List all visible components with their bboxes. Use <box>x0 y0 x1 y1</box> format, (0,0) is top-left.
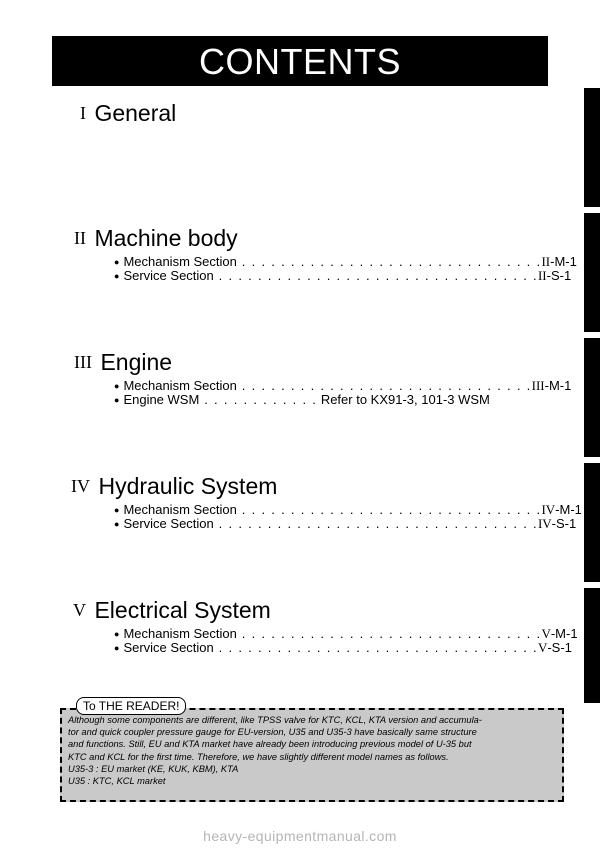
bullet-icon: ● <box>114 271 120 281</box>
reader-note-label: To THE READER! <box>76 697 186 715</box>
section-electrical-system <box>60 597 578 655</box>
bullet-icon: ● <box>114 381 120 391</box>
entry-label: Mechanism Section <box>123 502 237 517</box>
toc-entry-mechanism[interactable] <box>114 378 572 393</box>
dot-leader: . . . . . . . . . . . . <box>199 392 318 407</box>
dot-leader: . . . . . . . . . . . . . . . . . . . . . . . . . . . . . . . <box>236 626 542 641</box>
entry-ref-roman: IV <box>541 502 556 517</box>
section-tab-1[interactable] <box>584 88 600 207</box>
section-numeral: V <box>73 600 86 620</box>
entry-label: Service Section <box>123 640 214 655</box>
section-machine-body <box>60 225 577 283</box>
reader-note-line: Although some components are different, like TPSS valve for KTC, KCL, KTA version and accumula- <box>68 715 482 725</box>
bullet-icon: ● <box>114 505 120 515</box>
reader-note-line: tor and quick coupler pressure gauge for EU-version, U35 and U35-3 have basically same structure <box>68 727 477 738</box>
entry-ref-roman: V <box>541 626 551 641</box>
entry-ref-roman: IV <box>537 516 552 531</box>
section-general <box>60 100 540 130</box>
reader-note-line: and functions. Still, EU and KTA market have already been introducing previous model of U-35 but <box>68 739 472 750</box>
section-tab-4[interactable] <box>584 463 600 582</box>
entry-ref-roman: V <box>537 640 548 655</box>
reader-note-text <box>68 714 558 787</box>
section-numeral: II <box>74 228 86 248</box>
entry-ref-page: -M-1 <box>550 254 577 269</box>
market-line: U35 : KTC, KCL market <box>68 776 166 787</box>
section-title[interactable]: Engine <box>100 349 173 375</box>
section-tab-3[interactable] <box>584 338 600 457</box>
entry-label: Service Section <box>123 268 214 283</box>
section-numeral: IV <box>71 476 90 496</box>
section-title[interactable]: Hydraulic System <box>98 473 278 499</box>
section-numeral: I <box>80 103 86 123</box>
bullet-icon: ● <box>114 395 120 405</box>
section-title[interactable]: Machine body <box>94 225 238 251</box>
section-engine <box>60 349 572 407</box>
toc-entry-mechanism[interactable] <box>114 254 577 269</box>
bullet-icon: ● <box>114 257 120 267</box>
toc-entry-service[interactable] <box>114 640 572 655</box>
reader-note-line: KTC and KCL for the first time. Therefore, we have slightly different model names as follows. <box>68 751 449 762</box>
entry-ref-roman: II <box>537 268 547 283</box>
toc-entry-service[interactable] <box>114 268 572 283</box>
section-numeral: III <box>74 352 92 372</box>
market-line: U35-3 : EU market (KE, KUK, KBM), KTA <box>68 763 239 774</box>
entry-ref-page: -M-1 <box>544 378 572 393</box>
dot-leader: . . . . . . . . . . . . . . . . . . . . . . . . . . . . . . . . . <box>213 516 538 531</box>
dot-leader: . . . . . . . . . . . . . . . . . . . . . . . . . . . . . . . . . <box>213 268 538 283</box>
footer-watermark: heavy-equipmentmanual.com <box>203 828 397 844</box>
section-title[interactable]: General <box>94 100 177 126</box>
entry-label: Mechanism Section <box>123 626 237 641</box>
bullet-icon: ● <box>114 519 120 529</box>
entry-ref-roman: III <box>531 378 545 393</box>
toc-entry-mechanism[interactable] <box>114 626 578 641</box>
dot-leader: . . . . . . . . . . . . . . . . . . . . . . . . . . . . . . <box>236 378 532 393</box>
page-title: CONTENTS <box>52 36 548 86</box>
dot-leader: . . . . . . . . . . . . . . . . . . . . . . . . . . . . . . . . . <box>213 640 538 655</box>
toc-entry-engine-wsm[interactable] <box>114 393 540 407</box>
section-tab-5[interactable] <box>584 588 600 703</box>
section-title[interactable]: Electrical System <box>94 597 271 623</box>
entry-ref-roman: II <box>541 254 551 269</box>
entry-ref-page: -S-1 <box>546 268 572 283</box>
section-tabs <box>584 88 600 703</box>
entry-label: Mechanism Section <box>123 254 237 269</box>
section-tab-2[interactable] <box>584 213 600 332</box>
dot-leader: . . . . . . . . . . . . . . . . . . . . . . . . . . . . . . . <box>236 254 542 269</box>
toc-entry-service[interactable] <box>114 516 577 531</box>
entry-label: Mechanism Section <box>123 378 237 393</box>
section-hydraulic-system <box>60 473 582 531</box>
entry-label: Engine WSM <box>123 392 200 407</box>
entry-ref-page: -M-1 <box>555 502 582 517</box>
entry-ref-page: -S-1 <box>551 516 577 531</box>
entry-ref-text: Refer to KX91-3, 101-3 WSM <box>317 392 490 407</box>
entry-ref-page: -M-1 <box>550 626 578 641</box>
bullet-icon: ● <box>114 643 120 653</box>
entry-label: Service Section <box>123 516 214 531</box>
entry-ref-page: -S-1 <box>547 640 572 655</box>
toc-entry-mechanism[interactable] <box>114 502 582 517</box>
dot-leader: . . . . . . . . . . . . . . . . . . . . . . . . . . . . . . . <box>236 502 542 517</box>
bullet-icon: ● <box>114 629 120 639</box>
